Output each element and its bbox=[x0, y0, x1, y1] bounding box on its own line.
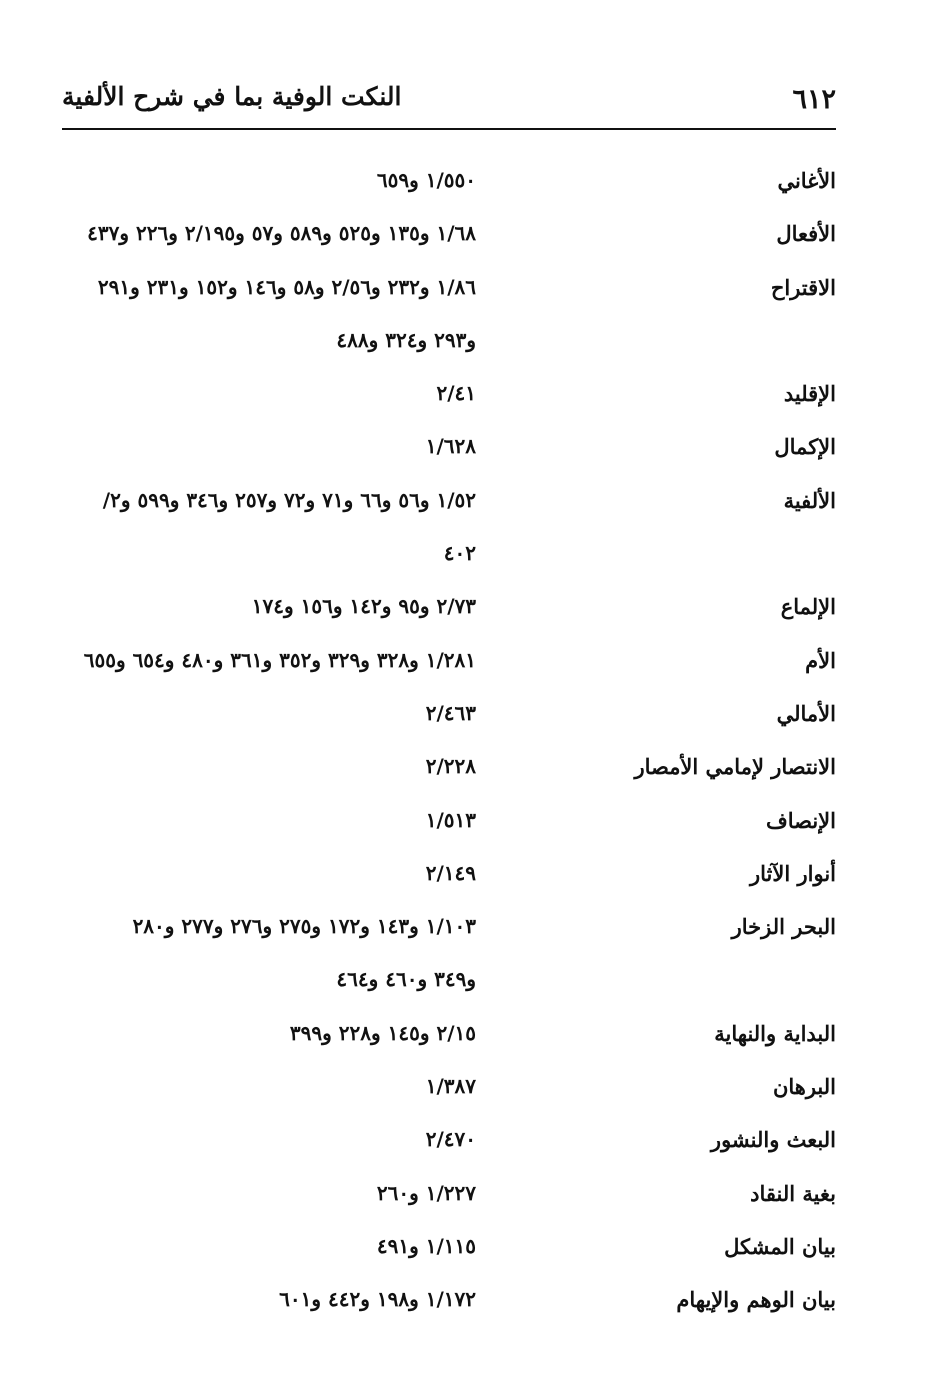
index-entry bbox=[50, 957, 836, 1010]
entry-references: و٢٩٣ و٣٢٤ و٤٨٨ bbox=[336, 327, 476, 352]
index-entry bbox=[50, 584, 836, 637]
entry-title: الإلماع bbox=[780, 594, 836, 620]
entry-references: ١/٢٢٧ و٢٦٠ bbox=[376, 1180, 476, 1205]
entry-title: الألفية bbox=[783, 487, 836, 513]
index-entry bbox=[50, 851, 836, 904]
index-entry bbox=[50, 531, 836, 584]
entry-title: البرهان bbox=[772, 1074, 836, 1100]
entry-references: ٢/١٥ و١٤٥ و٢٢٨ و٣٩٩ bbox=[289, 1020, 476, 1045]
index-entry bbox=[50, 1117, 836, 1170]
entry-references: ٤٠٢ bbox=[443, 541, 476, 566]
entry-references: ٢/١٤٩ bbox=[425, 860, 476, 885]
index-entry bbox=[50, 1064, 836, 1117]
index-entry bbox=[50, 1171, 836, 1224]
entry-title: أنوار الآثار bbox=[749, 860, 836, 886]
index-entries bbox=[50, 158, 836, 1331]
index-entry bbox=[50, 1224, 836, 1277]
entry-title: الأم bbox=[805, 647, 836, 673]
entry-references: ٢/٢٢٨ bbox=[425, 754, 476, 779]
entry-title: بيان المشكل bbox=[724, 1233, 836, 1259]
entry-title: الأغاني bbox=[777, 168, 836, 193]
index-entry bbox=[50, 265, 836, 318]
entry-references: ١/٥٢ و٥٦ و٦٦ و٧١ و٧٢ و٢٥٧ و٣٤٦ و٥٩٩ و٢/ bbox=[102, 487, 476, 512]
entry-title: الانتصار لإمامي الأمصار bbox=[634, 754, 836, 780]
entry-title: البداية والنهاية bbox=[714, 1020, 836, 1046]
entry-references: ١/٦٨ و١٣٥ و٥٢٥ و٥٨٩ و٥٧ و٢/١٩٥ و٢٢٦ و٤٣٧ bbox=[87, 221, 476, 246]
entry-title: البحر الزخار bbox=[731, 914, 836, 940]
index-entry bbox=[50, 1277, 836, 1330]
index-entry bbox=[50, 691, 836, 744]
index-entry bbox=[50, 904, 836, 957]
running-title: النكت الوفية بما في شرح الألفية bbox=[62, 82, 402, 111]
entry-references: و٣٤٩ و٤٦٠ و٤٦٤ bbox=[336, 967, 476, 992]
index-entry bbox=[50, 424, 836, 477]
entry-references: ١/٦٢٨ bbox=[425, 434, 476, 459]
index-entry bbox=[50, 638, 836, 691]
entry-title: الإنصاف bbox=[765, 807, 836, 833]
index-entry bbox=[50, 211, 836, 264]
index-entry bbox=[50, 371, 836, 424]
entry-references: ١/١٠٣ و١٤٣ و١٧٢ و٢٧٥ و٢٧٦ و٢٧٧ و٢٨٠ bbox=[132, 914, 476, 939]
entry-references: ١/٥١٣ bbox=[425, 807, 476, 832]
entry-references: ١/٨٦ و٢٣٢ و٢/٥٦ و٥٨ و١٤٦ و١٥٢ و٢٣١ و٢٩١ bbox=[97, 274, 476, 299]
entry-title: الأمالي bbox=[776, 700, 836, 726]
page-number: ٦١٢ bbox=[792, 84, 836, 115]
entry-references: ١/٣٨٧ bbox=[425, 1074, 476, 1099]
entry-references: ٢/٤٧٠ bbox=[425, 1127, 476, 1152]
entry-references: ٢/٧٣ و٩٥ و١٤٢ و١٥٦ و١٧٤ bbox=[251, 594, 476, 619]
index-entry bbox=[50, 1011, 836, 1064]
entry-references: ١/٥٥٠ و٦٥٩ bbox=[376, 168, 476, 192]
entry-title: البعث والنشور bbox=[710, 1127, 836, 1153]
entry-title: الإكمال bbox=[774, 434, 836, 460]
entry-references: ١/١١٥ و٤٩١ bbox=[376, 1233, 476, 1258]
entry-title: بيان الوهم والإيهام bbox=[676, 1287, 836, 1313]
entry-title: الأفعال bbox=[776, 221, 836, 247]
entry-references: ١/١٧٢ و١٩٨ و٤٤٢ و٦٠١ bbox=[279, 1287, 476, 1312]
page-header bbox=[62, 78, 836, 130]
index-entry bbox=[50, 478, 836, 531]
index-entry bbox=[50, 744, 836, 797]
index-entry bbox=[50, 318, 836, 371]
entry-references: ٢/٤٦٣ bbox=[425, 700, 476, 725]
entry-references: ١/٢٨١ و٣٢٨ و٣٢٩ و٣٥٢ و٣٦١ و٤٨٠ و٦٥٤ و٦٥٥ bbox=[83, 647, 476, 672]
entry-title: الإقليد bbox=[783, 381, 836, 407]
entry-title: الاقتراح bbox=[770, 274, 836, 300]
index-entry bbox=[50, 798, 836, 851]
index-entry bbox=[50, 158, 836, 211]
entry-title: بغية النقاد bbox=[750, 1180, 836, 1206]
entry-references: ٢/٤١ bbox=[436, 381, 476, 406]
